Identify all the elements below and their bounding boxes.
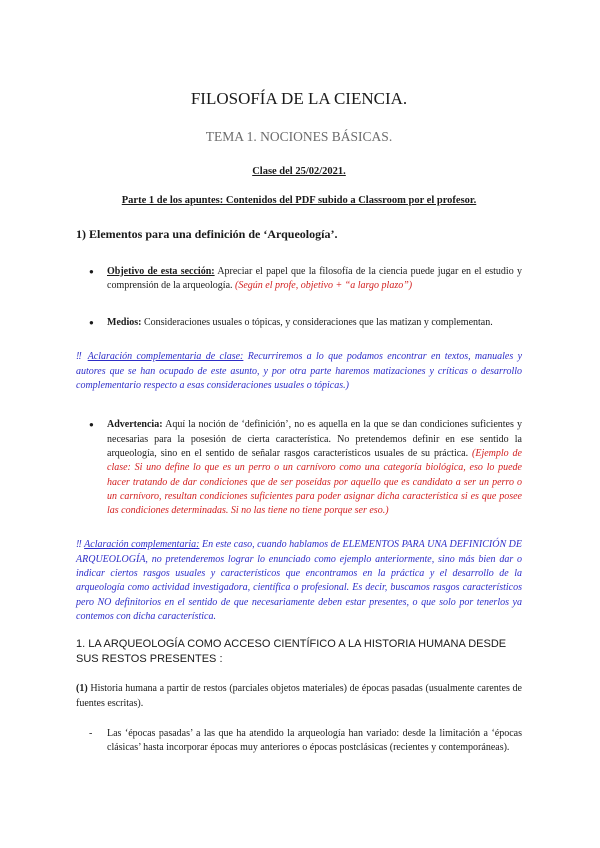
bullet-dot-icon: ● xyxy=(89,266,94,276)
bullet-advertencia-text: Aquí la noción de ‘definición’, no es aquella en la que se dan condiciones suficientes y necesarias para la posesión de cierta característica. No pretendemos definir en ese sentido la arqueología, sino en el sentido de señalar rasgos característicos usuales de su práctica. xyxy=(107,419,522,459)
bullet-advertencia xyxy=(76,418,522,518)
note-aclaracion-clase-label: Aclaración complementaria de clase: xyxy=(87,351,244,363)
bullet-objetivo-text: Apreciar el papel que la filosofía de la ciencia puede jugar en el estudio y comprensión de la arqueología. xyxy=(107,265,522,291)
section1-heading: 1) Elementos para una definición de ‘Arqueología’. xyxy=(76,226,338,241)
document-title: FILOSOFÍA DE LA CIENCIA. xyxy=(190,89,408,108)
bullet-dot-icon: ● xyxy=(89,420,94,430)
note-aclaracion-complementaria-text: En este caso, cuando hablamos de ELEMENTOS PARA UNA DEFINICIÓN DE ARQUEOLOGÍA, no pretenderemos lograr lo enunciado como ejemplo anteriormente, sino más bien dar o indicar ciertos rasgos usuales y característicos que encontramos en la práctica y el desarrollo de la arqueología como actividad investigadora, científica o profesional. Es decir, buscamos rasgos característicos pero NO definitorios en el sentido de que necesariamente deben estar presentes, o que solo por tenerlos ya contemos con dicha característica. xyxy=(76,539,523,622)
document-subtitle: TEMA 1. NOCIONES BÁSICAS. xyxy=(205,129,393,144)
bullet-medios-text: Consideraciones usuales o tópicas, y consideraciones que las matizan y complementan. xyxy=(141,317,493,329)
class-date: Clase del 25/02/2021. xyxy=(252,166,346,177)
bullet-objetivo xyxy=(76,265,522,294)
bullet-medios xyxy=(76,316,522,330)
part-heading: Parte 1 de los apuntes: Contenidos del PDF subido a Classroom por el profesor. xyxy=(121,195,477,207)
note-aclaracion-clase xyxy=(76,350,522,393)
section2-heading: 1. LA ARQUEOLOGÍA COMO ACCESO CIENTÍFICO A LA HISTORIA HUMANA DESDE SUS RESTOS PRESENTES : xyxy=(76,638,507,666)
paragraph-historia-humana-text: Historia humana a partir de restos (parciales objetos materiales) de épocas pasadas (usualmente carentes de fuentes escritas). xyxy=(76,683,522,709)
paragraph-historia-humana xyxy=(76,682,522,711)
bullet-objetivo-label: Objetivo de esta sección: xyxy=(107,265,215,277)
paragraph-number: (1) xyxy=(76,683,88,695)
bullet-advertencia-example: (Ejemplo de clase: Si uno define lo que es un perro o un carnívoro como una categoría biológica, eso lo puede hacer tratando de dar condiciones que de ser poseídas por aquello que es candidato a ser un perro o un carnívoro, resultan condiciones suficientes para poder asignar dicha característica si es que posee las condiciones determinadas. Si no las tiene no tiene porque ser eso.) xyxy=(107,447,522,517)
bullet-dot-icon: ● xyxy=(89,318,94,328)
bullet-medios-label: Medios: xyxy=(107,317,142,329)
dash-marker: - xyxy=(89,727,93,739)
note-aclaracion-complementaria xyxy=(76,538,522,624)
note-aclaracion-complementaria-label: Aclaración complementaria: xyxy=(84,539,200,551)
note-marker: ‼ xyxy=(76,351,88,363)
bullet-advertencia-label: Advertencia: xyxy=(107,419,163,431)
note-marker: ‼ xyxy=(76,539,85,551)
dash-item-epocas-text: Las ‘épocas pasadas’ a las que ha atendido la arqueología han variado: desde la limitación a ‘épocas clásicas’ hasta incorporar épocas muy anteriores o épocas postclásicas (recientes y contemporáneas). xyxy=(107,727,522,754)
dash-item-epocas xyxy=(76,727,522,756)
note-aclaracion-clase-text: Recurriremos a lo que podamos encontrar en textos, manuales y autores que se han ocupado de este asunto, y por otra parte haremos matizaciones y críticas o desarrollo complementario respecto a esas consideraciones usuales o tópicas.) xyxy=(76,351,523,392)
bullet-objetivo-note: (Según el profe, objetivo + “a largo plazo”) xyxy=(235,279,413,291)
